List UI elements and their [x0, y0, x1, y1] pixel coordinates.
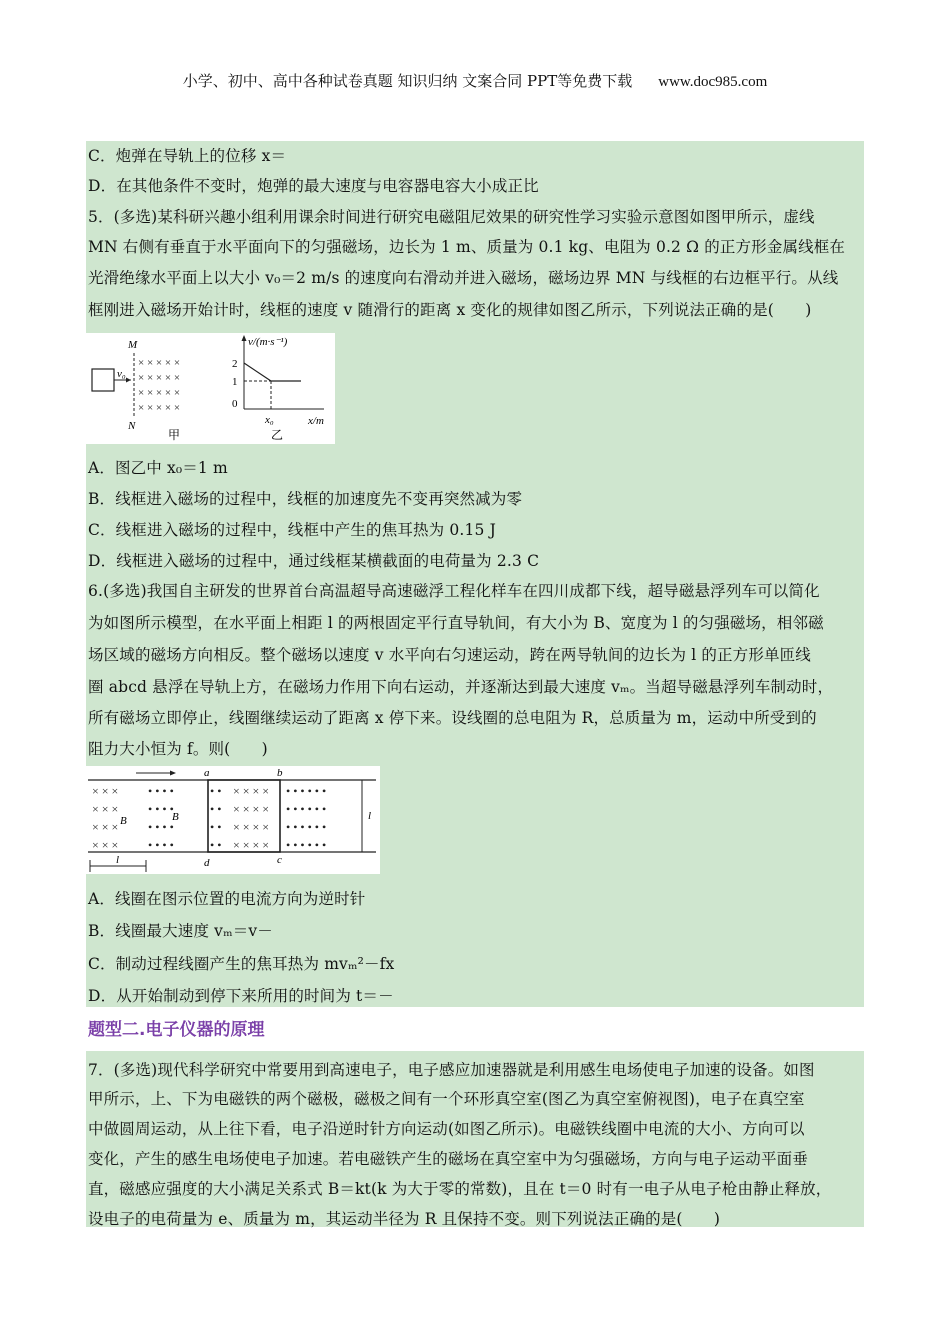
label-l-side: l — [368, 810, 372, 822]
q5-line-4: 框刚进入磁场开始计时，线框的速度 v 随滑行的距离 x 变化的规律如图乙所示，下列说法正确的是( ) — [88, 301, 812, 319]
tick-1: 1 — [232, 376, 238, 388]
field-region-4 — [286, 784, 326, 852]
svg-text:× × ×: × × × — [92, 784, 119, 798]
svg-text:× × × ×: × × × × — [233, 838, 270, 852]
svg-text:• • • • • •: • • • • • • — [286, 838, 327, 852]
q5-line-3: 光滑绝缘水平面上以大小 v₀＝2 m/s 的速度向右滑动并进入磁场，磁场边界 MN 与线框的右边框平行。从线 — [88, 269, 839, 287]
svg-text:× × × ×: × × × × — [233, 784, 270, 798]
label-b-field-2: B — [172, 811, 179, 823]
svg-text:× × × ×: × × × × — [233, 802, 270, 816]
field-crosses — [138, 357, 180, 414]
svg-text:• • • • • •: • • • • • • — [286, 802, 327, 816]
field-region-3 — [210, 784, 269, 852]
q7-line-1: 7．(多选)现代科学研究中常要用到高速电子，电子感应加速器就是利用感生电场使电子加速的设备。如图 — [88, 1061, 815, 1079]
label-c: c — [277, 854, 282, 866]
header-url[interactable]: www.doc985.com — [658, 74, 768, 90]
q7-line-3: 中做圆周运动，从上往下看，电子沿逆时针方向运动(如图乙所示)。电磁铁线圈中电流的大小、方向可以 — [88, 1120, 805, 1138]
label-l-bottom: l — [116, 854, 120, 866]
q6-option-d: D．从开始制动到停下来所用的时间为 t＝－ — [88, 987, 394, 1005]
option-d-q4: D．在其他条件不变时，炮弹的最大速度与电容器电容大小成正比 — [88, 177, 539, 195]
svg-text:• •: • • — [210, 838, 222, 852]
q5-option-c: C．线框进入磁场的过程中，线框中产生的焦耳热为 0.15 J — [88, 521, 496, 539]
q6-option-a: A．线圈在图示位置的电流方向为逆时针 — [88, 890, 366, 908]
figure-q5-svg — [86, 333, 335, 444]
tick-0: 0 — [232, 398, 238, 410]
q6-line-2: 为如图所示模型，在水平面上相距 l 的两根固定平行直导轨间，有大小为 B、宽度为 l 的匀强磁场，相邻磁 — [88, 614, 824, 632]
svg-text:× × × ×: × × × × — [233, 820, 270, 834]
motion-arrow-head — [170, 771, 176, 776]
q5-option-d: D．线框进入磁场的过程中，通过线框某横截面的电荷量为 2.3 C — [88, 552, 540, 570]
q6-line-5: 所有磁场立即停止，线圈继续运动了距离 x 停下来。设线圈的总电阻为 R，总质量为 m，运动中所受到的 — [88, 709, 817, 727]
q6-line-6: 阻力大小恒为 f。则( ) — [88, 740, 268, 758]
q6-option-c: C．制动过程线圈产生的焦耳热为 mvₘ²－fx — [88, 955, 395, 973]
svg-text:• • • •: • • • • — [148, 820, 174, 834]
header-text: 小学、初中、高中各种试卷真题 知识归纳 文案合同 PPT等免费下载 — [182, 72, 633, 90]
q6-line-4: 圈 abcd 悬浮在导轨上方，在磁场力作用下向右运动，并逐渐达到最大速度 vₘ。当超导磁悬浮列车制动时， — [88, 678, 834, 696]
arrow-head — [126, 378, 131, 383]
svg-text:× × × × ×: × × × × × — [138, 387, 181, 399]
q5-option-a: A．图乙中 x₀＝1 m — [88, 459, 228, 477]
label-b: b — [277, 767, 283, 779]
tick-x0: x₀ — [265, 414, 274, 426]
label-a: a — [204, 767, 210, 779]
q7-line-5: 直，磁感应强度的大小满足关系式 B＝kt(k 为大于零的常数)，且在 t＝0 时有一电子从电子枪由静止释放， — [88, 1180, 832, 1198]
y-arrow — [242, 335, 247, 341]
field-region-1 — [92, 784, 118, 852]
wire-frame — [92, 369, 114, 391]
svg-text:• • • •: • • • • — [148, 838, 174, 852]
svg-text:× × × × ×: × × × × × — [138, 357, 181, 369]
figure-q6-svg — [86, 766, 380, 874]
figure-q6 — [86, 766, 380, 874]
svg-text:• • • •: • • • • — [148, 784, 174, 798]
svg-text:• •: • • — [210, 784, 222, 798]
figure-q5 — [86, 333, 335, 444]
q5-option-b: B．线框进入磁场的过程中，线框的加速度先不变再突然减为零 — [88, 490, 523, 508]
svg-text:• • • • • •: • • • • • • — [286, 784, 327, 798]
tick-2: 2 — [232, 358, 238, 370]
q5-line-1: 5．(多选)某科研兴趣小组利用课余时间进行研究电磁阻尼效果的研究性学习实验示意图如图甲所示，虚线 — [88, 208, 815, 226]
q5-line-2: MN 右侧有垂直于水平面向下的匀强磁场，边长为 1 m、质量为 0.1 kg、电阻为 0.2 Ω 的正方形金属线框在 — [88, 238, 846, 256]
svg-text:× × ×: × × × — [92, 802, 119, 816]
q6-line-3: 场区域的磁场方向相反。整个磁场以速度 v 水平向右匀速运动，跨在两导轨间的边长为 l 的正方形单匝线 — [88, 646, 811, 664]
option-c-q4: C．炮弹在导轨上的位移 x＝ — [88, 147, 287, 165]
v-x-curve — [244, 363, 301, 381]
q7-line-4: 变化，产生的感生电场使电子加速。若电磁铁产生的磁场在真空室中为匀强磁场，方向与电子运动平面垂 — [88, 1150, 808, 1168]
svg-text:× × × × ×: × × × × × — [138, 402, 181, 414]
field-region-2 — [148, 784, 174, 852]
label-b-field-1: B — [120, 815, 127, 827]
svg-text:• •: • • — [210, 802, 222, 816]
label-m: M — [128, 339, 138, 351]
caption-yi: 乙 — [271, 428, 284, 442]
q6-option-b: B．线圈最大速度 vₘ＝v－ — [88, 922, 273, 940]
svg-text:• • • • • •: • • • • • • — [286, 820, 327, 834]
label-v0: v₀ — [117, 368, 126, 380]
svg-text:× × × × ×: × × × × × — [138, 372, 181, 384]
x-axis-label: x/m — [308, 415, 324, 427]
svg-text:× × ×: × × × — [92, 838, 119, 852]
q6-line-1: 6.(多选)我国自主研发的世界首台高温超导高速磁浮工程化样车在四川成都下线，超导磁悬浮列车可以简化 — [88, 582, 820, 600]
page-header — [0, 70, 950, 91]
section-title: 题型二.电子仪器的原理 — [88, 1020, 265, 1040]
q7-line-2: 甲所示，上、下为电磁铁的两个磁极，磁极之间有一个环形真空室(图乙为真空室俯视图)，电子在真空室 — [88, 1090, 805, 1108]
svg-text:• • • •: • • • • — [148, 802, 174, 816]
label-d: d — [204, 857, 210, 869]
caption-jia: 甲 — [168, 428, 181, 442]
label-n: N — [128, 420, 136, 432]
q7-line-6: 设电子的电荷量为 e、质量为 m，其运动半径为 R 且保持不变。则下列说法正确的是( ) — [88, 1210, 721, 1228]
svg-text:× × ×: × × × — [92, 820, 119, 834]
svg-text:• •: • • — [210, 820, 222, 834]
y-axis-label: v/(m·s⁻¹) — [248, 336, 288, 348]
